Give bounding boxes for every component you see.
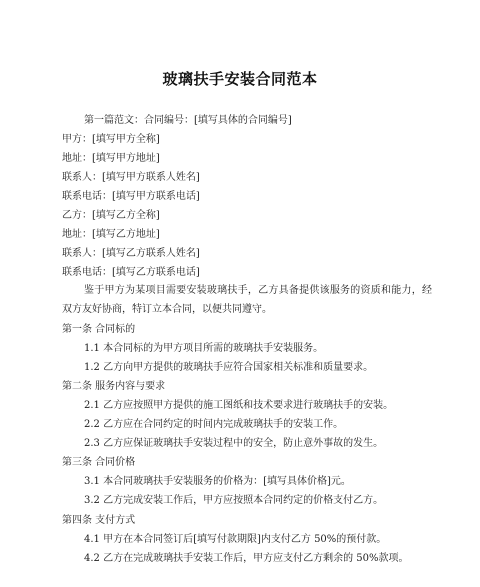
section-item: 2.2 乙方应在合同约定的时间内完成玻璃扶手的安装工作。 [84,419,344,430]
party-a-phone-line: 联系电话：[填写甲方联系电话] [62,191,200,202]
party-b-phone-line: 联系电话：[填写乙方联系电话] [62,267,200,278]
intro-paragraph: 鉴于甲方为某项目需要安装玻璃扶手，乙方具备提供该服务的资质和能力，经双方友好协商，特订立本合同，以便共同遵守。 [62,285,432,315]
section-item: 4.1 甲方在本合同签订后[填写付款期限]内支付乙方 50%的预付款。 [84,534,387,545]
party-a-contact-line: 联系人：[填写甲方联系人姓名] [62,172,200,183]
section-heading: 第三条 合同价格 [62,457,136,468]
party-b-name-line: 乙方：[填写乙方全称] [62,210,160,221]
party-b-contact-line: 联系人：[填写乙方联系人姓名] [62,248,200,259]
section-item: 1.2 乙方向甲方提供的玻璃扶手应符合国家相关标准和质量要求。 [84,362,374,373]
intro-line-contract-number: 第一篇范文：合同编号：[填写具体的合同编号] [84,115,292,126]
party-b-address-line: 地址：[填写乙方地址] [62,229,160,240]
section-item: 3.2 乙方完成安装工作后，甲方应按照本合同约定的价格支付乙方。 [84,495,384,506]
section-item: 4.2 乙方在完成玻璃扶手安装工作后，甲方应支付乙方剩余的 50%款项。 [84,553,409,564]
section-item: 1.1 本合同标的为甲方项目所需的玻璃扶手安装服务。 [84,343,324,354]
party-a-name-line: 甲方：[填写甲方全称] [62,134,160,145]
section-item: 3.1 本合同玻璃扶手安装服务的价格为：[填写具体价格]元。 [84,476,351,487]
section-heading: 第二条 服务内容与要求 [62,381,166,392]
section-item: 2.1 乙方应按照甲方提供的施工图纸和技术要求进行玻璃扶手的安装。 [84,400,394,411]
section-item: 2.3 乙方应保证玻璃扶手安装过程中的安全，防止意外事故的发生。 [84,438,384,449]
section-heading: 第四条 支付方式 [62,515,136,526]
document-title: 玻璃扶手安装合同范本 [162,70,318,88]
party-a-address-line: 地址：[填写甲方地址] [62,153,160,164]
section-heading: 第一条 合同标的 [62,324,136,335]
